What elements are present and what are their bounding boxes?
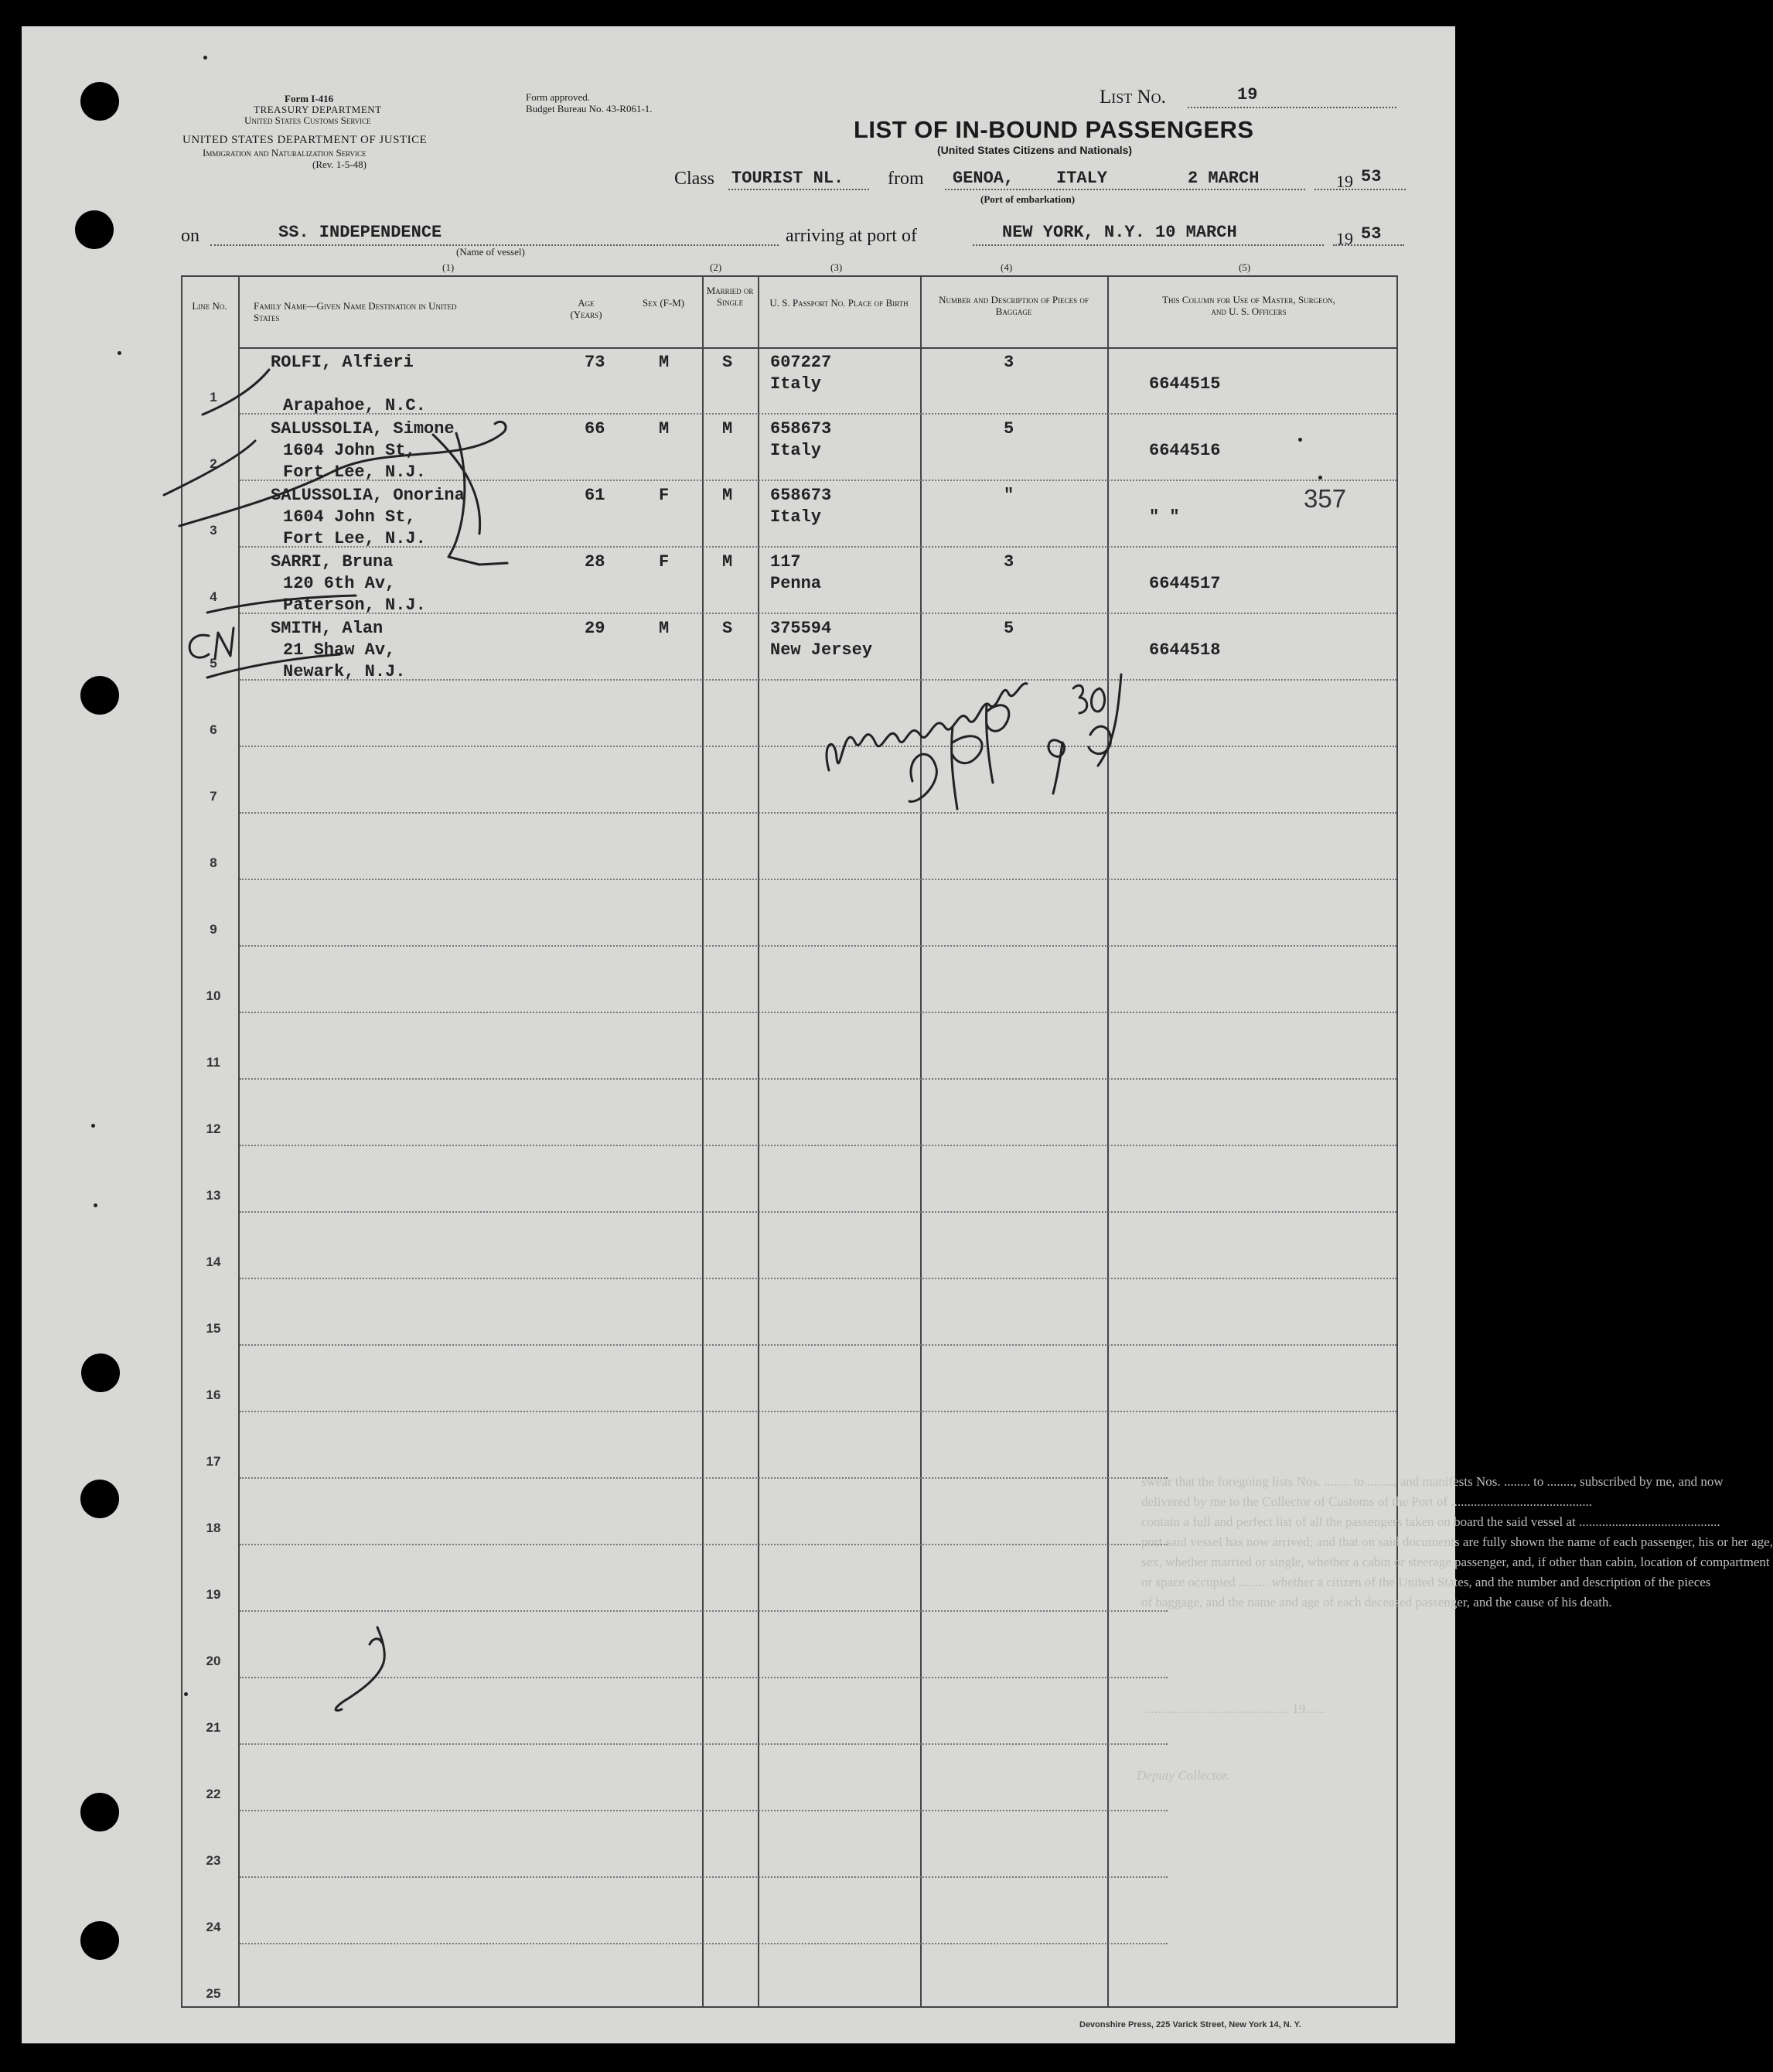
row-rule xyxy=(240,812,1396,814)
line-number: 15 xyxy=(206,1321,221,1336)
speck xyxy=(184,1692,188,1696)
from-label: from xyxy=(888,169,924,189)
ghost-line: contain a full and perfect list of all the passengers taken on board the said vessel at ........................................... xyxy=(1141,1514,1720,1529)
on-label: on xyxy=(181,226,199,246)
passenger-destination: Fort Lee, N.J. xyxy=(283,529,426,548)
line-number: 5 xyxy=(210,656,217,671)
line-number: 7 xyxy=(210,789,217,804)
line-number: 18 xyxy=(206,1521,221,1535)
from-port: GENOA, xyxy=(953,169,1014,188)
col-header-age: Age (Years) xyxy=(570,297,602,320)
speck xyxy=(1298,438,1302,442)
line-number: 12 xyxy=(206,1121,221,1136)
row-rule xyxy=(240,1477,1168,1479)
class-value: TOURIST NL. xyxy=(731,169,844,188)
row-rule xyxy=(240,679,1396,681)
line-number: 20 xyxy=(206,1654,221,1668)
place-of-birth: Italy xyxy=(770,374,822,394)
col-header-name: Family Name—Given Name Destination in United States xyxy=(254,300,457,323)
port-embarkation-caption: (Port of embarkation) xyxy=(980,193,1076,205)
punch-hole xyxy=(81,1353,120,1392)
from-country: ITALY xyxy=(1056,169,1108,188)
col-num-2: (2) xyxy=(710,261,722,273)
passenger-age: 73 xyxy=(585,353,605,372)
line-number: 2 xyxy=(210,456,217,471)
passenger-sex: M xyxy=(659,353,670,372)
col-header-sex: Sex (F-M) xyxy=(642,297,685,309)
passenger-age: 61 xyxy=(585,486,605,505)
passport-number: 375594 xyxy=(770,619,832,638)
col-num-4: (4) xyxy=(1001,261,1013,273)
officer-number: 6644516 xyxy=(1149,441,1221,460)
form-approved: Form approved. xyxy=(526,91,591,103)
baggage-count: 5 xyxy=(1004,619,1014,638)
punch-hole xyxy=(75,210,114,249)
ghost-line: of baggage, and the name and age of each deceased passenger, and the cause of his death. xyxy=(1141,1595,1612,1609)
row-rule xyxy=(240,1012,1396,1013)
col-header-married: Married or Single xyxy=(706,285,754,308)
passenger-age: 29 xyxy=(585,619,605,638)
ghost-line: port said vessel has now arrived; and that on said documents are fully shown the name of each passenger, his or her age, xyxy=(1141,1534,1773,1549)
list-no-label: List No. xyxy=(1100,87,1166,108)
line-number: 6 xyxy=(210,722,217,737)
line-number: 8 xyxy=(210,855,217,870)
passenger-destination: Newark, N.J. xyxy=(283,662,406,681)
row-rule xyxy=(240,1278,1396,1279)
row-rule xyxy=(240,1743,1168,1745)
punch-hole xyxy=(80,82,119,121)
passenger-marital-status: M xyxy=(722,419,733,439)
punch-hole xyxy=(80,1793,119,1831)
officer-number: 6644518 xyxy=(1149,640,1221,660)
row-rule xyxy=(240,1145,1396,1146)
passenger-name: SMITH, Alan xyxy=(271,619,384,638)
row-rule xyxy=(240,1344,1396,1346)
col-num-3: (3) xyxy=(830,261,843,273)
ghost-line: swear that the foregoing lists Nos. ........ to ........, and manifests Nos. ........ to ........, subscribed by me, and now xyxy=(1141,1474,1724,1489)
arrival-port-date: NEW YORK, N.Y. 10 MARCH xyxy=(1002,223,1237,242)
row-rule xyxy=(240,1677,1168,1678)
customs-service: United States Customs Service xyxy=(244,114,371,126)
year-prefix: 19 xyxy=(1336,172,1353,191)
officer-number: 6644517 xyxy=(1149,574,1221,593)
passport-number: 658673 xyxy=(770,419,832,439)
passenger-sex: M xyxy=(659,419,670,439)
year-value: 53 xyxy=(1361,167,1382,186)
place-of-birth: Italy xyxy=(770,507,822,527)
line-number: 16 xyxy=(206,1388,221,1402)
passenger-name: ROLFI, Alfieri xyxy=(271,353,414,372)
form-sheet xyxy=(22,26,1455,2043)
officer-number: " " xyxy=(1149,507,1180,527)
line-number: 21 xyxy=(206,1720,221,1735)
ghost-line: or space occupied ......... whether a citizen of the United States, and the number and description of the pieces xyxy=(1141,1575,1711,1589)
passport-number: 607227 xyxy=(770,353,832,372)
passenger-marital-status: M xyxy=(722,552,733,572)
vessel-name: SS. INDEPENDENCE xyxy=(278,223,442,242)
revision: (Rev. 1-5-48) xyxy=(312,159,367,170)
passport-number: 117 xyxy=(770,552,801,572)
line-number: 22 xyxy=(206,1787,221,1801)
speck xyxy=(94,1203,97,1207)
line-number: 13 xyxy=(206,1188,221,1203)
passenger-name: SALUSSOLIA, Simone xyxy=(271,419,455,439)
vessel-caption: (Name of vessel) xyxy=(456,246,525,258)
line-number: 9 xyxy=(210,922,217,937)
line-number: 14 xyxy=(206,1254,221,1269)
stamp-357: 357 xyxy=(1304,484,1347,513)
passenger-address: 21 Shaw Av, xyxy=(283,640,396,660)
row-rule xyxy=(240,1411,1396,1412)
passport-number: 658673 xyxy=(770,486,832,505)
embark-date: 2 MARCH xyxy=(1188,169,1260,188)
col-header-passport: U. S. Passport No. Place of Birth xyxy=(769,297,909,309)
row-rule xyxy=(240,1544,1168,1545)
department-of-justice: UNITED STATES DEPARTMENT OF JUSTICE xyxy=(182,134,428,146)
row-rule xyxy=(240,1078,1396,1080)
immigration-service: Immigration and Naturalization Service xyxy=(203,147,367,159)
line-number: 10 xyxy=(206,988,221,1003)
passenger-destination: Paterson, N.J. xyxy=(283,596,426,615)
punch-hole xyxy=(80,1921,119,1960)
line-number: 1 xyxy=(210,390,217,405)
col-header-line-no: Line No. xyxy=(192,300,227,312)
budget-bureau: Budget Bureau No. 43-R061-1. xyxy=(526,103,653,114)
class-label: Class xyxy=(674,169,715,189)
line-number: 4 xyxy=(210,589,217,604)
punch-hole xyxy=(80,1480,119,1518)
treasury-department: TREASURY DEPARTMENT xyxy=(254,104,382,115)
baggage-count: 5 xyxy=(1004,419,1014,439)
passenger-sex: F xyxy=(659,486,670,505)
line-number: 19 xyxy=(206,1587,221,1602)
row-rule xyxy=(240,1943,1168,1944)
passenger-age: 28 xyxy=(585,552,605,572)
speck xyxy=(91,1124,95,1128)
list-no-value: 19 xyxy=(1237,85,1258,104)
printer-imprint: Devonshire Press, 225 Varick Street, New York 14, N. Y. xyxy=(1079,2020,1301,2029)
col-header-officers: This Column for Use of Master, Surgeon, and U. S. Officers xyxy=(1162,294,1335,317)
baggage-count: " xyxy=(1004,486,1014,505)
ghost-line: ............................................ 19...... xyxy=(1144,1702,1325,1716)
col-num-1: (1) xyxy=(442,261,455,273)
place-of-birth: Penna xyxy=(770,574,822,593)
speck xyxy=(203,56,207,60)
row-rule xyxy=(240,746,1396,747)
passenger-marital-status: S xyxy=(722,619,733,638)
form-number: Form I-416 xyxy=(285,93,334,104)
ghost-line: Deputy Collector. xyxy=(1137,1768,1229,1783)
row-rule xyxy=(240,1876,1168,1878)
passenger-destination: Fort Lee, N.J. xyxy=(283,463,426,482)
passenger-marital-status: S xyxy=(722,353,733,372)
passenger-name: SALUSSOLIA, Onorina xyxy=(271,486,465,505)
passenger-sex: M xyxy=(659,619,670,638)
line-number: 24 xyxy=(206,1920,221,1934)
arriving-label: arriving at port of xyxy=(786,226,917,246)
row-rule xyxy=(240,879,1396,880)
passenger-destination: Arapahoe, N.C. xyxy=(283,396,426,415)
passenger-name: SARRI, Bruna xyxy=(271,552,394,572)
officer-number: 6644515 xyxy=(1149,374,1221,394)
place-of-birth: New Jersey xyxy=(770,640,873,660)
baggage-count: 3 xyxy=(1004,552,1014,572)
col-header-baggage: Number and Description of Pieces of Baggage xyxy=(939,294,1089,317)
row-rule xyxy=(240,1211,1396,1213)
form-title: LIST OF IN-BOUND PASSENGERS xyxy=(854,116,1254,143)
passenger-age: 66 xyxy=(585,419,605,439)
line-number: 3 xyxy=(210,523,217,538)
passenger-sex: F xyxy=(659,552,670,572)
line-number: 25 xyxy=(206,1986,221,2001)
row-rule xyxy=(240,1810,1168,1811)
row-rule xyxy=(240,1610,1168,1612)
ghost-line: sex, whether married or single, whether a cabin or steerage passenger, and, if other than cabin, location of compartment xyxy=(1141,1555,1770,1569)
passenger-address: 120 6th Av, xyxy=(283,574,396,593)
passenger-marital-status: M xyxy=(722,486,733,505)
speck xyxy=(118,351,121,355)
form-subtitle: (United States Citizens and Nationals) xyxy=(937,144,1133,156)
col-num-5: (5) xyxy=(1239,261,1251,273)
line-number: 23 xyxy=(206,1853,221,1868)
row-rule xyxy=(240,945,1396,947)
line-number: 17 xyxy=(206,1454,221,1469)
place-of-birth: Italy xyxy=(770,441,822,460)
punch-hole xyxy=(80,676,119,715)
passenger-address: 1604 John St, xyxy=(283,507,416,527)
line-number: 11 xyxy=(206,1055,220,1070)
arrival-year-prefix: 19 xyxy=(1336,229,1353,248)
ghost-line: delivered by me to the Collector of Customs of the Port of ........................................... xyxy=(1141,1494,1593,1509)
baggage-count: 3 xyxy=(1004,353,1014,372)
passenger-address: 1604 John St, xyxy=(283,441,416,460)
arrival-year-value: 53 xyxy=(1361,224,1382,244)
